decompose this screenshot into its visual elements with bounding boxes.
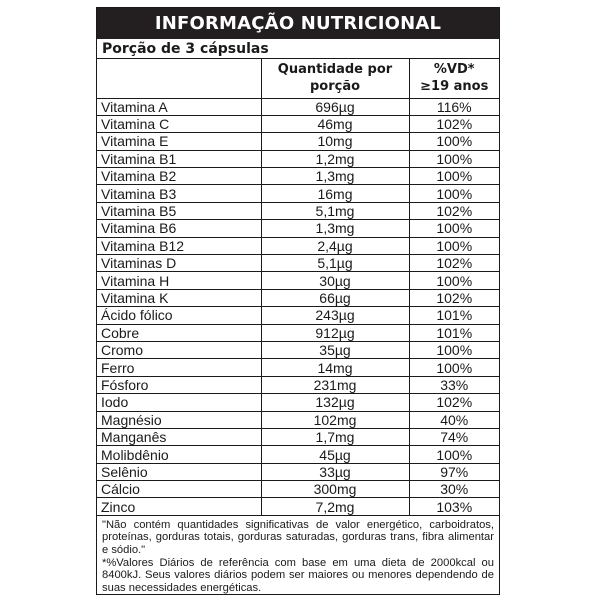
nutrient-name: Cálcio (97, 481, 261, 498)
nutrient-quantity: 300mg (261, 481, 409, 498)
nutrient-quantity: 10mg (261, 133, 409, 150)
nutrient-daily-value: 100% (409, 133, 499, 150)
nutrient-quantity: 5,1µg (261, 255, 409, 272)
table-row (97, 98, 499, 115)
nutrient-daily-value: 33% (409, 376, 499, 393)
nutrient-name: Vitamina B6 (97, 220, 261, 237)
nutrient-quantity: 35µg (261, 341, 409, 358)
nutrient-daily-value: 100% (409, 220, 499, 237)
table-row (97, 272, 499, 289)
nutrient-quantity: 1,3mg (261, 168, 409, 185)
nutrient-quantity: 16mg (261, 185, 409, 202)
nutrient-daily-value: 102% (409, 394, 499, 411)
nutrient-daily-value: 116% (409, 98, 499, 115)
table-row (97, 324, 499, 341)
nutrient-name: Vitamina A (101, 98, 168, 115)
nutrient-daily-value: 101% (409, 324, 499, 341)
nutrient-daily-value: 100% (409, 185, 499, 202)
nutrient-name: Vitamina B2 (97, 168, 261, 185)
nutrient-name: Vitamina B3 (97, 185, 261, 202)
nutrient-name: Cromo (97, 341, 261, 358)
nutrient-daily-value: 100% (409, 359, 499, 376)
nutrient-name: Vitamina H (97, 272, 261, 289)
header-vd-line1: %VD* (433, 62, 475, 78)
portion-size: Porção de 3 cápsulas (97, 39, 499, 59)
nutrient-quantity: 45µg (261, 446, 409, 463)
nutrient-daily-value: 30% (409, 481, 499, 498)
table-row (97, 255, 499, 272)
nutrient-rows (97, 98, 499, 515)
header-quantity (261, 59, 409, 98)
table-row (97, 481, 499, 498)
nutrient-quantity: 231mg (261, 376, 409, 393)
nutrient-quantity: 7,2mg (261, 498, 409, 515)
nutrient-name: Vitamina E (97, 133, 261, 150)
nutrient-quantity: 243µg (261, 307, 409, 324)
nutrient-daily-value: 102% (409, 115, 499, 132)
header-quantity-line1: Quantidade por (277, 62, 393, 78)
nutrient-name: Manganês (97, 428, 261, 445)
table-header-row (97, 59, 499, 98)
table-row (97, 463, 499, 480)
table-row (97, 220, 499, 237)
nutrient-quantity: 66µg (261, 289, 409, 306)
nutrient-daily-value: 102% (409, 255, 499, 272)
nutrient-daily-value: 97% (409, 463, 499, 480)
nutrition-facts-label (96, 7, 500, 595)
nutrient-daily-value: 74% (409, 428, 499, 445)
nutrient-quantity: 132µg (261, 394, 409, 411)
header-quantity-line2: porção (309, 79, 361, 95)
footnotes (97, 515, 499, 595)
nutrient-name: Ferro (97, 359, 261, 376)
nutrient-daily-value: 100% (409, 446, 499, 463)
nutrient-name: Vitamina B5 (97, 202, 261, 219)
nutrient-name: Cobre (97, 324, 261, 341)
table-row (97, 115, 499, 132)
table-row (97, 394, 499, 411)
table-row (97, 428, 499, 445)
nutrient-name: Magnésio (97, 411, 261, 428)
nutrient-name: Vitamina B1 (97, 150, 261, 167)
nutrient-name: Iodo (97, 394, 261, 411)
nutrient-name: Vitamina C (97, 115, 261, 132)
table-row (97, 376, 499, 393)
nutrient-daily-value: 102% (409, 202, 499, 219)
header-vd-line2: ≥19 anos (420, 79, 489, 95)
nutrient-name: Vitaminas D (97, 255, 261, 272)
nutrient-name: Ácido fólico (97, 307, 261, 324)
nutrient-quantity: 1,3mg (261, 220, 409, 237)
nutrient-daily-value: 102% (409, 289, 499, 306)
nutrient-quantity: 33µg (261, 463, 409, 480)
nutrient-daily-value: 101% (409, 307, 499, 324)
nutrient-quantity: 102mg (261, 411, 409, 428)
footnote-daily-values: *%Valores Diários de referência com base em uma dieta de 2000kcal ou 8400kJ. Seus valores diários podem ser maiores ou menores dependendo de suas necessidades energéticas. (102, 556, 494, 594)
nutrient-daily-value: 100% (409, 168, 499, 185)
nutrient-name: Fósforo (97, 376, 261, 393)
header-vd (409, 59, 499, 98)
nutrient-quantity: 1,2mg (261, 150, 409, 167)
table-row (97, 446, 499, 463)
nutrient-daily-value: 40% (409, 411, 499, 428)
nutrient-quantity: 912µg (261, 324, 409, 341)
table-row (97, 289, 499, 306)
nutrient-daily-value: 100% (409, 237, 499, 254)
nutrient-quantity: 46mg (261, 115, 409, 132)
table-row (97, 359, 499, 376)
nutrient-daily-value: 100% (409, 150, 499, 167)
header-nutrient (97, 59, 261, 98)
table-row (97, 168, 499, 185)
nutrient-quantity: 1,7mg (261, 428, 409, 445)
nutrient-name: Vitamina B12 (97, 237, 261, 254)
nutrient-name: Zinco (97, 498, 261, 515)
nutrient-daily-value: 100% (409, 341, 499, 358)
nutrient-quantity: 696µg (261, 98, 409, 115)
table-row (97, 237, 499, 254)
nutrient-quantity: 14mg (261, 359, 409, 376)
table-row (97, 411, 499, 428)
table-row (97, 150, 499, 167)
table-row (97, 185, 499, 202)
label-title: INFORMAÇÃO NUTRICIONAL (97, 8, 499, 39)
table-row (97, 202, 499, 219)
nutrient-quantity: 30µg (261, 272, 409, 289)
nutrient-daily-value: 103% (409, 498, 499, 515)
nutrient-quantity: 5,1mg (261, 202, 409, 219)
table-row (97, 133, 499, 150)
table-row (97, 341, 499, 358)
table-row (97, 307, 499, 324)
nutrient-name: Selênio (97, 463, 261, 480)
nutrient-daily-value: 100% (409, 272, 499, 289)
nutrient-quantity: 2,4µg (261, 237, 409, 254)
nutrition-table (97, 59, 499, 515)
nutrient-name: Molibdênio (97, 446, 261, 463)
nutrient-name: Vitamina K (97, 289, 261, 306)
footnote-not-significant: "Não contém quantidades significativas de valor energético, carboidratos, proteínas, gorduras totais, gorduras saturadas, gorduras trans, fibra alimentar e sódio." (102, 518, 494, 557)
table-row (97, 498, 499, 515)
